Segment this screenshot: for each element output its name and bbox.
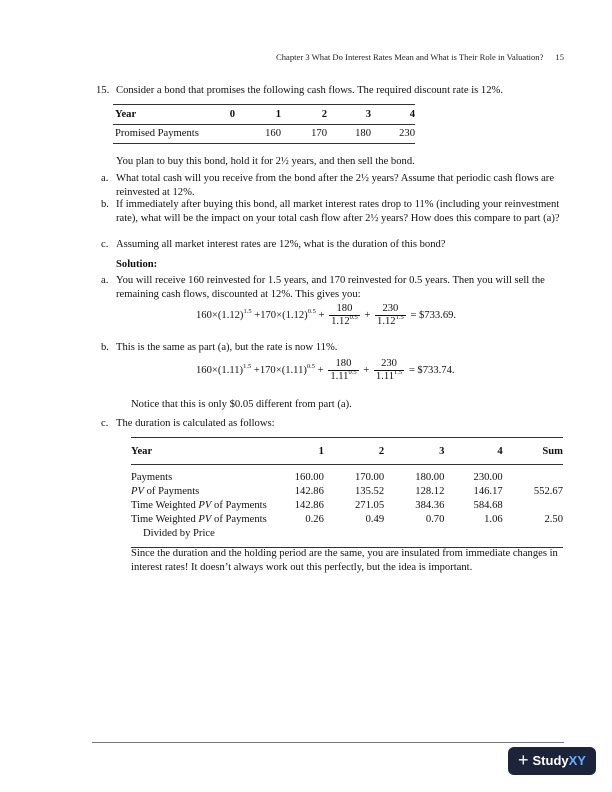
eq-exponent: 0.5 <box>306 362 316 370</box>
table-cell: 142.86 <box>294 486 324 497</box>
table-row <box>131 485 563 499</box>
table-header-cell: Year <box>131 438 282 465</box>
part-label: b. <box>101 199 109 210</box>
fraction <box>374 358 404 383</box>
table-cell: 160.00 <box>294 472 324 483</box>
table-header-cell: 2 <box>324 438 384 465</box>
eq-term: +170×(1.12) <box>251 309 308 321</box>
row-label <box>131 465 282 486</box>
denominator <box>375 316 406 328</box>
part-label: a. <box>101 173 109 184</box>
numerator: 230 <box>375 303 406 316</box>
row-label <box>131 499 282 513</box>
row-label-text: of Payments <box>211 514 267 525</box>
question-intro: You plan to buy this bond, hold it for 2½ years, and then sell the bond. <box>116 156 415 167</box>
table-cell: 180 <box>355 128 371 140</box>
part-c-text: Assuming all market interest rates are 12%, what is the duration of this bond? <box>116 239 446 250</box>
solution-c-label: c. <box>101 418 109 429</box>
part-a-text: What total cash will you receive from the bond after the 2½ years? Assume that periodic cash flows are reinvested at 12%. <box>116 173 555 198</box>
fraction <box>375 303 406 328</box>
table-cell: 230 <box>399 128 415 140</box>
plus-icon: + <box>518 750 529 771</box>
table-cell: 1.06 <box>484 514 503 525</box>
logo-text-accent: XY <box>568 752 586 768</box>
row-label-italic: PV <box>131 486 144 497</box>
solution-b-note: Notice that this is only $0.05 different from part (a). <box>131 399 352 410</box>
solution-a-label: a. <box>101 275 109 286</box>
row-label-text: Divided by Price <box>143 527 215 539</box>
row-label-italic: PV <box>198 514 212 525</box>
table-header-cell: 1 <box>282 438 324 465</box>
table-cell: 0.70 <box>425 514 445 525</box>
table-cell: 584.68 <box>473 500 503 511</box>
table-header-cell: 2 <box>281 105 327 125</box>
eq-plus: + <box>315 364 324 376</box>
eq-exponent: 0.5 <box>307 307 316 315</box>
fraction <box>328 358 358 383</box>
table-cell: 552.67 <box>533 486 563 497</box>
table-cell: 142.86 <box>294 500 324 511</box>
table-cell: 180.00 <box>415 472 445 483</box>
part-label: c. <box>101 239 109 250</box>
numerator: 180 <box>329 303 360 316</box>
cash-flow-table <box>113 104 415 144</box>
table-cell <box>201 125 235 144</box>
table-header-cell: 1 <box>235 105 281 125</box>
denominator-base: 1.11 <box>375 371 395 382</box>
studyxy-logo <box>508 747 596 775</box>
denominator <box>329 316 360 328</box>
table-header-cell: 3 <box>384 438 444 465</box>
table-cell: 146.17 <box>473 486 503 497</box>
eq-result: = $733.74. <box>408 364 455 376</box>
table-cell: 271.05 <box>355 500 385 511</box>
numerator: 180 <box>328 358 358 371</box>
table-header-cell: Sum <box>503 438 563 465</box>
table-header-cell: 4 <box>444 438 502 465</box>
row-label-italic: PV <box>198 500 212 511</box>
table-cell: 2.50 <box>544 514 563 525</box>
row-label-text: Time Weighted <box>131 514 199 525</box>
denominator-base: 1.12 <box>331 316 350 327</box>
table-header-cell: 4 <box>371 105 415 125</box>
row-label-text: Payments <box>131 472 173 483</box>
eq-exponent: 1.5 <box>395 314 404 321</box>
solution-heading: Solution: <box>116 259 158 270</box>
equation-b <box>196 358 455 383</box>
table-row <box>131 513 563 547</box>
question-number: 15. <box>96 85 110 96</box>
table-cell: 0.49 <box>365 514 385 525</box>
eq-term: 160×(1.11) <box>196 364 244 376</box>
table-header-cell: Year <box>113 105 201 125</box>
numerator: 230 <box>374 358 404 371</box>
running-header <box>276 52 564 63</box>
row-label-text: Time Weighted <box>131 500 199 511</box>
solution-a-text: You will receive 160 reinvested for 1.5 years, and 170 reinvested for 0.5 years. Then you will sell the remaining cash flows, discounted at 12%. This gives you: <box>116 275 545 300</box>
eq-exponent: 0.5 <box>348 369 357 376</box>
solution-b-text: This is the same as part (a), but the rate is now 11%. <box>116 342 338 353</box>
solution-b-label: b. <box>101 342 109 353</box>
table-row <box>113 125 415 144</box>
row-label <box>131 485 282 499</box>
question-text: Consider a bond that promises the following cash flows. The required discount rate is 12%. <box>116 85 503 96</box>
eq-exponent: 1.5 <box>243 307 252 315</box>
table-header-cell: 0 <box>201 105 235 125</box>
page-number: 15 <box>555 52 564 62</box>
table-cell: 170 <box>311 128 327 140</box>
chapter-title: Chapter 3 What Do Interest Rates Mean and What is Their Role in Valuation? <box>276 52 544 62</box>
denominator-base: 1.11 <box>330 371 349 382</box>
footer-divider <box>92 742 564 743</box>
duration-table <box>131 437 563 548</box>
eq-exponent: 1.5 <box>394 369 403 376</box>
fraction <box>329 303 360 328</box>
eq-result: = $733.69. <box>410 309 457 321</box>
eq-exponent: 1.5 <box>243 362 252 370</box>
eq-term: +170×(1.11) <box>251 364 307 376</box>
denominator-base: 1.12 <box>377 316 396 327</box>
table-cell: 230.00 <box>473 472 503 483</box>
table-cell: 160 <box>265 128 281 140</box>
table-header-row <box>131 438 563 465</box>
table-row <box>131 499 563 513</box>
row-label-text: of Payments <box>211 500 267 511</box>
equation-a <box>196 303 456 328</box>
table-cell: 135.52 <box>355 486 385 497</box>
table-header-cell: 3 <box>327 105 371 125</box>
table-row <box>131 465 563 486</box>
table-cell: 384.36 <box>415 500 445 511</box>
eq-plus: + <box>315 309 325 321</box>
table-cell <box>503 465 563 486</box>
row-label <box>131 513 282 547</box>
part-b-text: If immediately after buying this bond, all market interest rates drop to 11% (including your reinvestment rate), what will be the impact on your total cash flow after 2½ years? How does this compare to part (a)? <box>116 199 560 224</box>
solution-c-conclusion: Since the duration and the holding period are the same, you are insulated from immediate changes in interest rates! It doesn’t always work out this perfectly, but the idea is important. <box>131 548 558 573</box>
table-cell: 0.26 <box>305 514 324 525</box>
eq-plus: + <box>361 309 371 321</box>
denominator <box>374 371 404 383</box>
table-cell <box>503 499 563 513</box>
table-cell: Promised Payments <box>115 128 199 140</box>
row-label-text: of Payments <box>143 486 200 497</box>
eq-term: 160×(1.12) <box>196 309 244 321</box>
eq-plus: + <box>360 364 370 376</box>
denominator <box>328 371 358 383</box>
table-cell: 128.12 <box>415 486 445 497</box>
table-header-row <box>113 105 415 125</box>
logo-text: Study <box>532 752 569 768</box>
solution-c-text: The duration is calculated as follows: <box>116 418 275 429</box>
table-cell: 170.00 <box>355 472 385 483</box>
eq-exponent: 0.5 <box>349 314 358 321</box>
